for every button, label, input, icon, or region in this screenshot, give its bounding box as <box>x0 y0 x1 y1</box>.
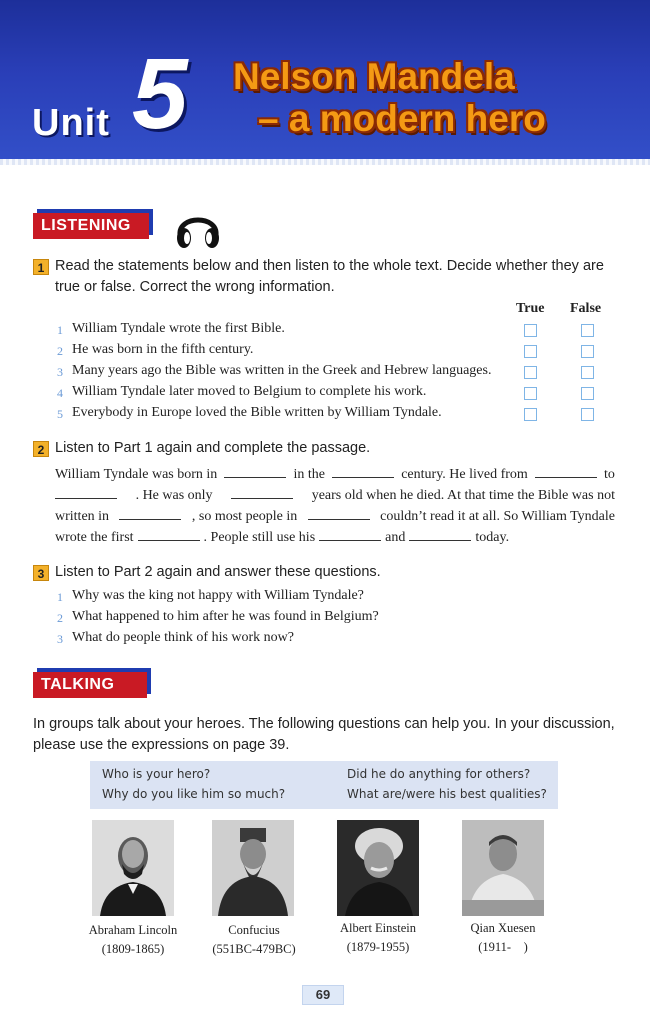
discussion-question: Who is your hero? <box>102 767 211 781</box>
passage-text: and <box>385 530 406 545</box>
false-checkbox[interactable] <box>581 324 594 337</box>
answer-blank[interactable] <box>535 464 597 478</box>
instruction-line: true or false. Correct the wrong information. <box>55 279 335 295</box>
passage-text: . He was only <box>135 488 213 503</box>
answer-blank[interactable] <box>224 464 286 478</box>
qian-xuesen-portrait <box>462 820 544 916</box>
exercise-number-badge: 3 <box>33 565 49 581</box>
answer-blank[interactable] <box>319 527 381 541</box>
passage-line <box>55 464 615 485</box>
answer-blank[interactable] <box>55 485 117 499</box>
question-text: What happened to him after he was found in Belgium? <box>72 609 379 624</box>
unit-number: 5 <box>132 38 188 150</box>
unit-label: Unit <box>32 102 110 144</box>
unit-title-line2: – a modern hero <box>258 98 546 139</box>
talking-instruction <box>33 714 623 756</box>
passage-text: , so most people in <box>191 509 298 524</box>
exercise-1-instruction <box>55 256 625 298</box>
headphones-icon <box>172 205 224 251</box>
true-checkbox[interactable] <box>524 387 537 400</box>
statement-text: William Tyndale wrote the first Bible. <box>72 321 285 336</box>
instruction-line: In groups talk about your heroes. The following questions can help you. In your discussion, <box>33 716 615 732</box>
passage-line <box>55 506 615 527</box>
confucius-portrait <box>212 820 294 916</box>
statement-number: 2 <box>57 344 63 358</box>
person-caption <box>318 919 438 957</box>
listening-section-tag: LISTENING <box>33 213 149 239</box>
answer-blank[interactable] <box>231 485 293 499</box>
statement-number: 4 <box>57 386 63 400</box>
page-number: 69 <box>302 985 344 1005</box>
passage-text: years old when he died. At that time the Bible was not <box>311 488 615 503</box>
lincoln-portrait <box>92 820 174 916</box>
false-checkbox[interactable] <box>581 387 594 400</box>
exercise-number-badge: 1 <box>33 259 49 275</box>
discussion-question: Did he do anything for others? <box>347 767 531 781</box>
person-years: (1911- ) <box>478 940 528 954</box>
passage-text: to <box>604 467 615 482</box>
person-caption <box>194 921 314 959</box>
einstein-portrait <box>337 820 419 916</box>
statement-number: 5 <box>57 407 63 421</box>
passage-text: wrote the first <box>55 530 134 545</box>
discussion-question: Why do you like him so much? <box>102 787 286 801</box>
unit-header-banner <box>0 0 650 165</box>
discussion-questions-box <box>90 761 558 809</box>
exercise-3-instruction: Listen to Part 2 again and answer these questions. <box>55 564 381 580</box>
passage-text: written in <box>55 509 110 524</box>
true-checkbox[interactable] <box>524 408 537 421</box>
person-name: Qian Xuesen <box>470 921 536 935</box>
true-checkbox[interactable] <box>524 324 537 337</box>
statement-text: William Tyndale later moved to Belgium to complete his work. <box>72 384 427 399</box>
person-name: Albert Einstein <box>339 921 417 935</box>
person-caption <box>443 919 563 957</box>
person-name: Abraham Lincoln <box>88 923 178 937</box>
false-checkbox[interactable] <box>581 408 594 421</box>
fill-in-passage <box>55 464 615 548</box>
answer-blank[interactable] <box>119 506 181 520</box>
person-years: (551BC-479BC) <box>212 942 296 956</box>
question-number: 1 <box>57 590 63 604</box>
answer-blank[interactable] <box>409 527 471 541</box>
person-years: (1879-1955) <box>346 940 410 954</box>
false-checkbox[interactable] <box>581 345 594 358</box>
passage-text: century. He lived from <box>401 467 528 482</box>
passage-text: today. <box>475 530 510 545</box>
passage-text: . People still use his <box>203 530 316 545</box>
exercise-2-instruction: Listen to Part 1 again and complete the passage. <box>55 440 371 456</box>
question-text: What do people think of his work now? <box>72 630 295 645</box>
statement-text: Many years ago the Bible was written in the Greek and Hebrew languages. <box>72 363 492 378</box>
instruction-line: Read the statements below and then listen to the whole text. Decide whether they are <box>55 258 604 274</box>
passage-line <box>55 527 615 548</box>
passage-text: William Tyndale was born in <box>55 467 218 482</box>
statement-text: He was born in the fifth century. <box>72 342 254 357</box>
true-checkbox[interactable] <box>524 366 537 379</box>
statement-number: 3 <box>57 365 63 379</box>
question-number: 2 <box>57 611 63 625</box>
discussion-question: What are/were his best qualities? <box>347 787 547 801</box>
answer-blank[interactable] <box>332 464 394 478</box>
question-number: 3 <box>57 632 63 646</box>
statement-text: Everybody in Europe loved the Bible written by William Tyndale. <box>72 405 442 420</box>
talking-section-tag: TALKING <box>33 672 147 698</box>
false-checkbox[interactable] <box>581 366 594 379</box>
person-years: (1809-1865) <box>101 942 165 956</box>
person-caption <box>73 921 193 959</box>
statement-number: 1 <box>57 323 63 337</box>
exercise-number-badge: 2 <box>33 441 49 457</box>
unit-title-line1: Nelson Mandela <box>233 56 515 97</box>
instruction-line: please use the expressions on page 39. <box>33 737 290 753</box>
true-checkbox[interactable] <box>524 345 537 358</box>
true-column-header: True <box>516 301 545 316</box>
question-text: Why was the king not happy with William Tyndale? <box>72 588 364 603</box>
false-column-header: False <box>570 301 602 316</box>
answer-blank[interactable] <box>138 527 200 541</box>
answer-blank[interactable] <box>308 506 370 520</box>
passage-line <box>55 485 615 506</box>
person-name: Confucius <box>228 923 280 937</box>
passage-text: couldn’t read it at all. So William Tyndale <box>380 509 615 524</box>
passage-text: in the <box>293 467 325 482</box>
